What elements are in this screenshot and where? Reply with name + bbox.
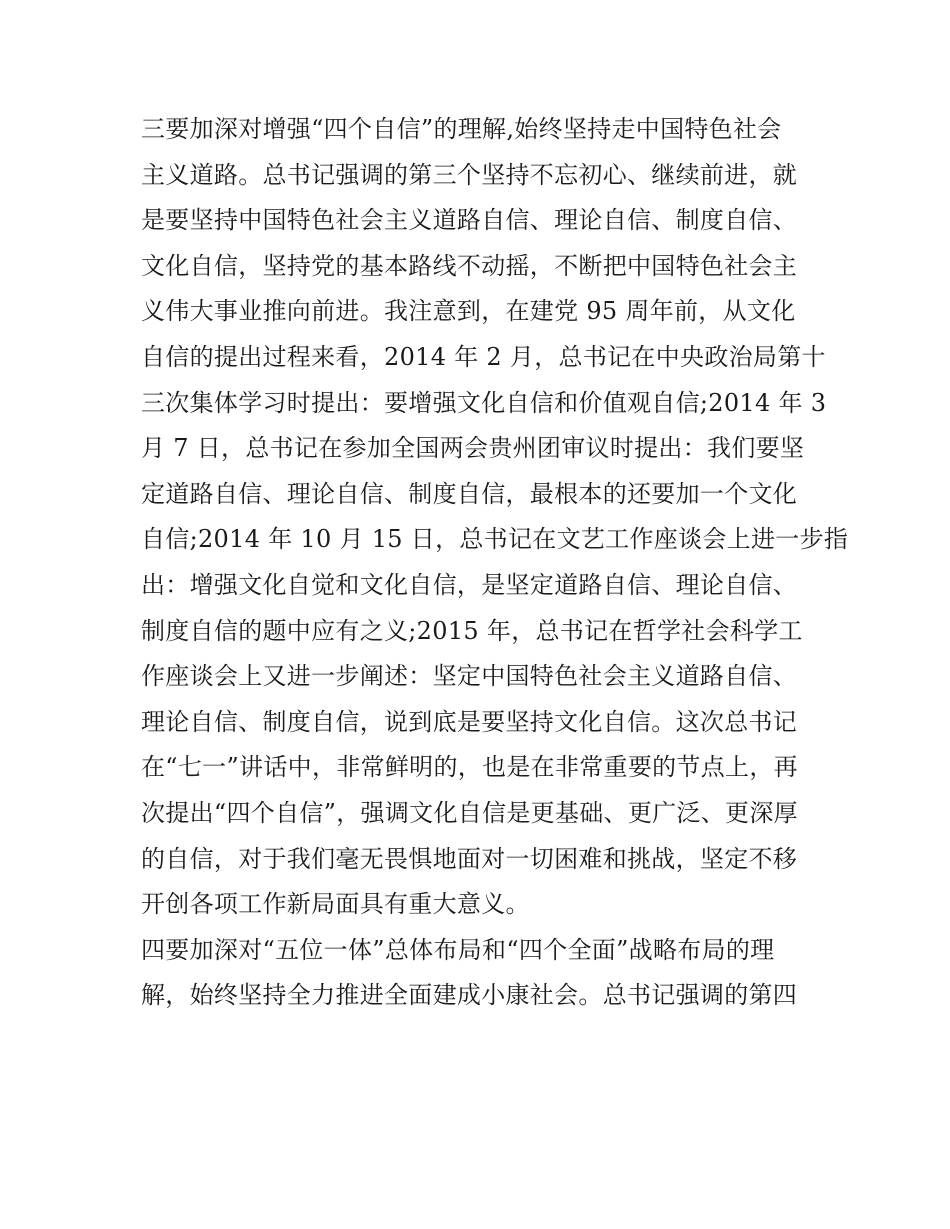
text-line: 的自信，对于我们毫无畏惧地面对一切困难和挑战，坚定不移 <box>141 844 798 873</box>
text-line: 义伟大事业推向前进。我注意到，在建党 95 周年前，从文化 <box>141 297 796 326</box>
text-line: 在“七一”讲话中，非常鲜明的，也是在非常重要的节点上，再 <box>141 753 798 782</box>
text-line: 出：增强文化自觉和文化自信，是坚定道路自信、理论自信、 <box>141 570 798 599</box>
text-line: 作座谈会上又进一步阐述：坚定中国特色社会主义道路自信、 <box>141 662 798 691</box>
text-line: 文化自信，坚持党的基本路线不动摇，不断把中国特色社会主 <box>141 251 798 280</box>
text-line: 自信的提出过程来看，2014 年 2 月，总书记在中央政治局第十 <box>141 342 826 371</box>
text-line: 理论自信、制度自信，说到底是要坚持文化自信。这次总书记 <box>141 707 798 736</box>
text-line: 解，始终坚持全力推进全面建成小康社会。总书记强调的第四 <box>141 981 798 1010</box>
text-line: 四要加深对“五位一体”总体布局和“四个全面”战略布局的理 <box>141 935 775 964</box>
text-line: 制度自信的题中应有之义;2015 年，总书记在哲学社会科学工 <box>141 616 803 645</box>
text-line: 主义道路。总书记强调的第三个坚持不忘初心、继续前进，就 <box>141 160 798 189</box>
text-line: 定道路自信、理论自信、制度自信，最根本的还要加一个文化 <box>141 479 798 508</box>
text-line: 次提出“四个自信”，强调文化自信是更基础、更广泛、更深厚 <box>141 798 798 827</box>
text-line: 自信;2014 年 10 月 15 日，总书记在文艺工作座谈会上进一步指 <box>141 525 849 554</box>
text-line: 月 7 日，总书记在参加全国两会贵州团审议时提出：我们要坚 <box>141 434 805 463</box>
body-text <box>141 107 849 1019</box>
text-line: 开创各项工作新局面具有重大意义。 <box>141 890 530 919</box>
text-line: 是要坚持中国特色社会主义道路自信、理论自信、制度自信、 <box>141 206 798 235</box>
text-line: 三要加深对增强“四个自信”的理解,始终坚持走中国特色社会 <box>141 115 782 143</box>
text-line: 三次集体学习时提出：要增强文化自信和价值观自信;2014 年 3 <box>141 388 827 417</box>
